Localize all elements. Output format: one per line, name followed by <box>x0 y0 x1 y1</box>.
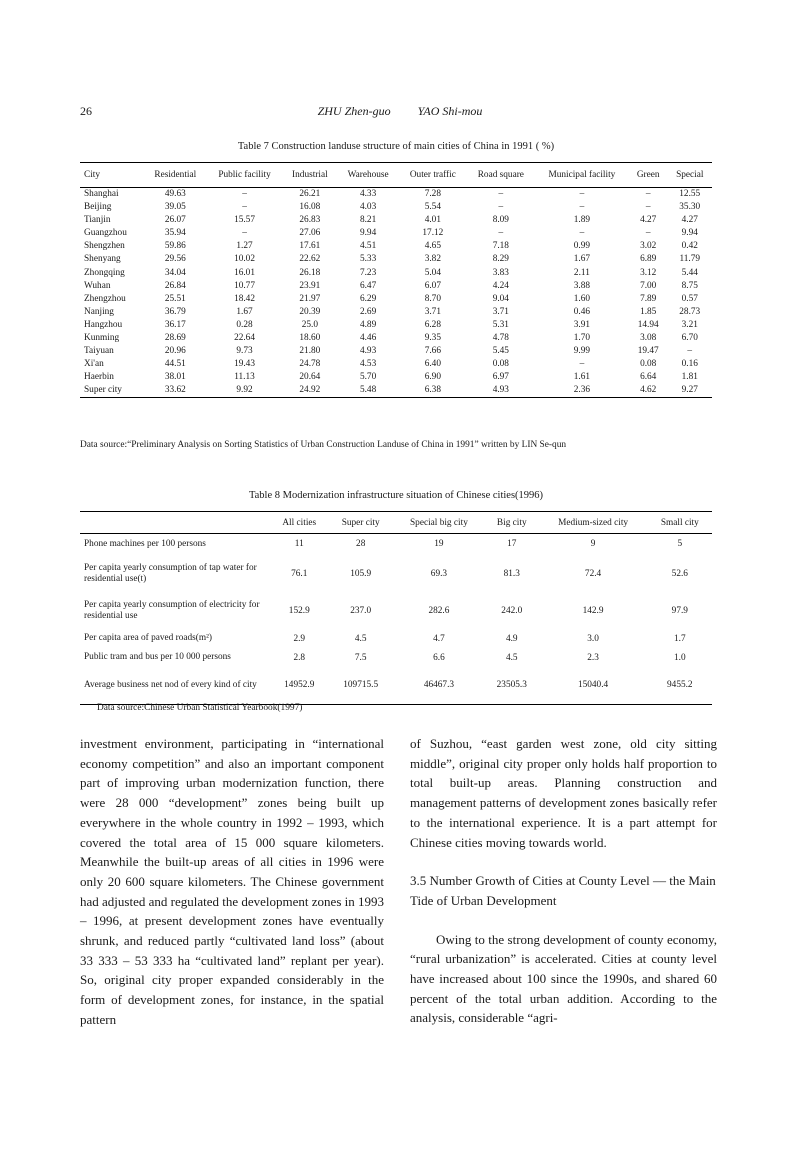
table-cell: 8.75 <box>681 280 698 291</box>
table-cell: 9 <box>590 539 596 550</box>
table-cell: 6.97 <box>492 372 509 383</box>
table-cell: 5 <box>677 539 683 550</box>
table-cell: 46467.3 <box>423 680 455 691</box>
table-cell: 19.43 <box>234 359 255 370</box>
running-head <box>80 104 720 120</box>
table-cell: 24.78 <box>299 359 321 370</box>
table-cell: 9.27 <box>681 385 698 396</box>
table-cell: 26.83 <box>299 215 321 226</box>
table-cell: 72.4 <box>584 568 602 579</box>
table-cell: 4.9 <box>505 633 518 644</box>
table-cell: 3.08 <box>640 332 657 343</box>
row-label: Zhongqing <box>84 267 125 278</box>
table-cell: 1.67 <box>573 254 591 265</box>
table-cell: 3.83 <box>492 267 509 278</box>
table-cell: 2.11 <box>573 267 590 278</box>
table-cell: 6.70 <box>681 332 698 343</box>
table-cell: 15.57 <box>234 215 255 226</box>
table-cell: 4.46 <box>359 332 377 343</box>
row-label: Per capita yearly consumption of tap water for residential use(t) <box>84 562 257 584</box>
table-row <box>80 345 712 358</box>
table-cell: 22.62 <box>299 254 321 265</box>
row-label: Zhengzhou <box>84 293 126 304</box>
table-cell: 6.47 <box>359 280 377 291</box>
table-cell: 1.7 <box>674 633 686 644</box>
table-cell: 5.48 <box>359 385 377 396</box>
table-cell: 6.40 <box>424 359 441 370</box>
table-cell: 76.1 <box>291 568 308 579</box>
table-cell: 3.12 <box>640 267 657 278</box>
table-cell: 0.28 <box>236 319 253 330</box>
table-cell: 26.21 <box>299 189 321 199</box>
table-cell: 1.81 <box>681 372 698 383</box>
table-cell: 5.31 <box>492 319 509 330</box>
table-row <box>80 649 712 667</box>
table-cell: 4.93 <box>359 346 377 357</box>
column-header: Residential <box>144 163 207 188</box>
table-cell: 6.89 <box>640 254 657 265</box>
table-cell: 29.56 <box>164 254 186 265</box>
table-cell: – <box>645 202 651 213</box>
table-cell: 35.30 <box>679 202 701 213</box>
table-cell: 0.57 <box>681 293 698 304</box>
table-cell: 8.09 <box>492 215 509 226</box>
table-row <box>80 371 712 384</box>
table-cell: 5.70 <box>359 372 377 383</box>
table-cell: 28.73 <box>679 306 701 317</box>
row-label: Xi'an <box>84 359 104 370</box>
table-cell: 4.51 <box>359 241 377 252</box>
table-cell: 97.9 <box>671 605 688 616</box>
table7-caption: Table 7 Construction landuse structure of main cities of China in 1991 ( %) <box>237 141 555 152</box>
table-row <box>80 214 712 227</box>
column-header: Municipal facility <box>535 163 629 188</box>
table-cell: 9.99 <box>573 346 591 357</box>
table8-source-note: Data source:Chinese Urban Statistical Yearbook(1997) <box>97 703 303 713</box>
table-cell: 0.42 <box>681 241 698 252</box>
table-cell: 9.35 <box>424 332 441 343</box>
table-cell: 17.12 <box>422 228 444 239</box>
table-cell: – <box>579 228 585 239</box>
table-cell: 14.94 <box>637 319 659 330</box>
row-label: Per capita yearly consumption of electricity for residential use <box>84 599 260 621</box>
table-cell: 11.13 <box>234 372 255 383</box>
author-names <box>80 104 720 119</box>
table-cell: 7.18 <box>492 241 509 252</box>
table-cell: 17.61 <box>299 241 321 252</box>
table-cell: – <box>498 202 504 213</box>
table-cell: 19 <box>434 539 444 550</box>
table-cell: 237.0 <box>350 605 372 616</box>
table-row <box>80 332 712 345</box>
table7-source-note: Data source:“Preliminary Analysis on Sorting Statistics of Urban Construction Landuse of China in 1991” written by LIN Se-qun <box>80 440 567 450</box>
table-cell: 4.7 <box>433 633 445 644</box>
table-cell: – <box>579 189 585 199</box>
table-cell: 59.86 <box>164 241 186 252</box>
table-cell: 4.62 <box>640 385 657 396</box>
table-cell: 1.85 <box>640 306 657 317</box>
table-cell: – <box>579 202 585 213</box>
column-header: Road square <box>467 163 535 188</box>
table8-body <box>80 534 712 705</box>
column-header: Medium-sized city <box>539 512 648 534</box>
table-cell: 21.97 <box>299 293 321 304</box>
table-cell: 109715.5 <box>343 680 379 691</box>
body-column-left <box>80 734 384 1030</box>
column-header: Special big city <box>393 512 485 534</box>
table-cell: 1.0 <box>674 652 686 663</box>
table-cell: – <box>687 346 693 357</box>
table-cell: 2.8 <box>293 652 306 663</box>
table8-header-row <box>80 512 712 534</box>
table-cell: 23505.3 <box>496 680 527 691</box>
table-cell: 3.21 <box>681 319 698 330</box>
column-header: Small city <box>648 512 712 534</box>
table-cell: 28 <box>356 539 366 550</box>
table-row <box>80 240 712 253</box>
table-cell: 7.89 <box>640 293 657 304</box>
table-cell: 4.78 <box>492 332 509 343</box>
table-cell: 0.16 <box>681 359 698 370</box>
section-heading: 3.5 Number Growth of Cities at County Level — the Main Tide of Urban Development <box>410 873 716 908</box>
table-cell: 0.08 <box>640 359 657 370</box>
row-label: Shenyang <box>84 254 121 265</box>
table7 <box>80 162 712 398</box>
table-cell: 38.01 <box>164 372 186 383</box>
column-header: All cities <box>270 512 329 534</box>
table-cell: 4.01 <box>424 215 441 226</box>
table-cell: 4.65 <box>424 241 441 252</box>
table-cell: 20.64 <box>299 372 321 383</box>
table-cell: 1.60 <box>573 293 591 304</box>
table8-caption: Table 8 Modernization infrastructure situation of Chinese cities(1996) <box>248 490 544 501</box>
table-cell: 3.0 <box>587 633 599 644</box>
table-cell: 9.73 <box>236 346 253 357</box>
table-cell: 2.3 <box>587 652 599 663</box>
table-row <box>80 227 712 240</box>
body-paragraph: Owing to the strong development of county economy, “rural urbanization” is accelerated. Cities at county level have increased about 100 since the 1990s, and shared 60 percent of the total urban addition. According to the analysis, considerable “agri- <box>410 931 717 1026</box>
column-header: Green <box>629 163 668 188</box>
table-cell: 6.07 <box>424 280 441 291</box>
table-cell: 3.71 <box>424 306 441 317</box>
row-label: Taiyuan <box>84 346 114 357</box>
row-label: Phone machines per 100 persons <box>84 538 206 549</box>
column-header: Special <box>668 163 713 188</box>
table-cell: 1.89 <box>573 215 591 226</box>
table-cell: 5.04 <box>424 267 441 278</box>
table-cell: 36.17 <box>164 319 186 330</box>
table-cell: 14952.9 <box>284 680 315 691</box>
table-cell: 2.36 <box>573 385 591 396</box>
table-cell: 7.5 <box>354 652 367 663</box>
table-cell: 152.9 <box>288 605 310 616</box>
table-row <box>80 188 712 202</box>
table-cell: 9.94 <box>359 228 377 239</box>
table-cell: – <box>242 202 247 213</box>
table-cell: 12.55 <box>679 189 701 199</box>
row-label: Beijing <box>84 202 112 213</box>
table-cell: 25.0 <box>301 319 319 330</box>
table-cell: – <box>242 228 247 239</box>
table-row <box>80 306 712 319</box>
table-cell: 18.42 <box>234 293 255 304</box>
table-row <box>80 201 712 214</box>
table-cell: – <box>242 189 247 199</box>
author-name: ZHU Zhen-guo <box>317 104 391 118</box>
table-cell: 142.9 <box>582 605 604 616</box>
table-cell: 6.6 <box>433 652 445 663</box>
table-cell: 5.54 <box>424 202 441 213</box>
table-cell: 27.06 <box>299 228 321 239</box>
table-cell: 69.3 <box>430 568 448 579</box>
table-cell: 282.6 <box>428 605 450 616</box>
table-cell: 11.79 <box>679 254 701 265</box>
row-label: Guangzhou <box>84 228 127 239</box>
table-row <box>80 667 712 705</box>
table-cell: 3.82 <box>424 254 441 265</box>
row-label: Hangzhou <box>84 319 123 330</box>
table-row <box>80 534 712 555</box>
table-cell: 4.89 <box>359 319 377 330</box>
table7-header-row <box>80 163 712 188</box>
column-header: Big city <box>485 512 538 534</box>
table-cell: 22.64 <box>234 332 255 343</box>
row-label: Wuhan <box>84 280 111 291</box>
table-cell: 3.02 <box>640 241 657 252</box>
row-label: Super city <box>84 385 122 396</box>
table-cell: 10.02 <box>234 254 255 265</box>
table-cell: 44.51 <box>164 359 186 370</box>
table-row <box>80 593 712 629</box>
page-number: 26 <box>80 104 92 118</box>
column-header: Super city <box>329 512 393 534</box>
table-cell: 25.51 <box>164 293 186 304</box>
table-cell: 7.23 <box>359 267 377 278</box>
table-cell: 3.88 <box>573 280 591 291</box>
column-header <box>80 512 270 534</box>
table-row <box>80 629 712 649</box>
table-cell: 4.03 <box>359 202 377 213</box>
table-cell: 4.24 <box>492 280 509 291</box>
table-cell: 1.70 <box>573 332 591 343</box>
table-cell: 11 <box>294 539 304 550</box>
column-header: Warehouse <box>337 163 399 188</box>
table-cell: 4.5 <box>505 652 518 663</box>
table-row <box>80 319 712 332</box>
table-cell: 1.27 <box>236 241 253 252</box>
table-cell: 9.04 <box>492 293 509 304</box>
table-cell: 9.92 <box>236 385 253 396</box>
table-cell: – <box>579 359 585 370</box>
table-cell: 6.29 <box>359 293 377 304</box>
table-cell: 3.91 <box>573 319 591 330</box>
table-cell: 34.04 <box>164 267 186 278</box>
body-column-right <box>410 734 717 1028</box>
table-cell: 36.79 <box>164 306 186 317</box>
table-cell: 3.71 <box>492 306 509 317</box>
table-cell: 26.07 <box>164 215 186 226</box>
table-cell: 18.60 <box>299 332 321 343</box>
table-cell: 4.5 <box>354 633 367 644</box>
table-cell: 28.69 <box>164 332 186 343</box>
row-label: Kunming <box>84 332 120 343</box>
table-cell: 105.9 <box>350 568 372 579</box>
table-cell: 17 <box>507 539 517 550</box>
table-row <box>80 555 712 593</box>
table-cell: – <box>645 189 651 199</box>
table-cell: 1.61 <box>573 372 591 383</box>
table-cell: 6.28 <box>424 319 441 330</box>
row-label: Public tram and bus per 10 000 persons <box>84 652 231 662</box>
table-cell: 4.27 <box>681 215 698 226</box>
table-row <box>80 266 712 279</box>
table-cell: 7.28 <box>424 189 441 199</box>
row-label: Shanghai <box>84 189 119 199</box>
row-label: Per capita area of paved roads(m²) <box>84 633 212 643</box>
table-cell: 1.67 <box>236 306 253 317</box>
table-row <box>80 358 712 371</box>
table8 <box>80 511 712 705</box>
table-cell: 4.27 <box>640 215 657 226</box>
table-cell: 5.44 <box>681 267 698 278</box>
row-label: Shengzhen <box>84 241 125 252</box>
body-paragraph: investment environment, participating in “international economy competition” and also an important component part of improving urban modernization function, there were 28 000 “development” zones being built up everywhere in the whole country in 1992 – 1993, which covered the total area of 15 000 square kilometers. Meanwhile the built-up areas of all cities in 1996 were only 20 600 square kilometers. The Chinese government had adjusted and regulated the development zones in 1993 – 1996, at present development zones have eventually shrunk, and reduced partly “cultivated land loss” (about 33 333 – 53 333 ha “cultivated land” replant per year). So, original city proper expanded considerably in the form of development zones, for instance, in the spatial pattern <box>80 736 384 1027</box>
table-cell: 35.94 <box>164 228 186 239</box>
table-cell: 8.70 <box>424 293 441 304</box>
table-cell: 4.93 <box>492 385 509 396</box>
table-cell: 2.9 <box>293 633 306 644</box>
table-cell: 21.80 <box>299 346 321 357</box>
table-cell: 20.96 <box>164 346 186 357</box>
table-cell: 7.66 <box>424 346 441 357</box>
author-name: YAO Shi-mou <box>417 104 483 118</box>
table-cell: 9455.2 <box>667 680 693 691</box>
table-row <box>80 253 712 266</box>
table-cell: 2.69 <box>359 306 377 317</box>
table-cell: 39.05 <box>164 202 186 213</box>
row-label: Tianjin <box>84 215 111 226</box>
column-header: Industrial <box>282 163 337 188</box>
table-cell: 26.84 <box>164 280 186 291</box>
column-header: Outer traffic <box>399 163 467 188</box>
row-label: Average business net nod of every kind of city <box>84 679 257 690</box>
table-cell: 0.08 <box>492 359 509 370</box>
table-row <box>80 384 712 398</box>
table-cell: 10.77 <box>234 280 255 291</box>
table-cell: 9.94 <box>681 228 698 239</box>
table-cell: 7.00 <box>640 280 657 291</box>
table-cell: 6.38 <box>424 385 441 396</box>
table-cell: 33.62 <box>164 385 186 396</box>
column-header: City <box>80 163 144 188</box>
body-paragraph: of Suzhou, “east garden west zone, old city sitting middle”, original city proper only holds half proportion to total built-up areas. Planning construction and management patterns of development zones basically refer to the international experience. It is a part attempt for Chinese cities moving towards world. <box>410 736 717 850</box>
table-cell: 4.33 <box>359 189 377 199</box>
table-cell: 81.3 <box>503 568 520 579</box>
table-cell: 52.6 <box>671 568 688 579</box>
table-row <box>80 293 712 306</box>
table7-body <box>80 188 712 398</box>
table-cell: – <box>645 228 651 239</box>
row-label: Haerbin <box>84 372 114 383</box>
table-cell: 4.53 <box>359 359 377 370</box>
table-cell: 49.63 <box>164 189 186 199</box>
table-cell: 20.39 <box>299 306 321 317</box>
column-header: Public facility <box>207 163 283 188</box>
table-cell: 0.46 <box>573 306 591 317</box>
table-cell: 8.29 <box>492 254 509 265</box>
table-cell: 23.91 <box>299 280 321 291</box>
table-row <box>80 280 712 293</box>
table-cell: 16.01 <box>234 267 255 278</box>
table-cell: 24.92 <box>299 385 321 396</box>
table-cell: 15040.4 <box>577 680 609 691</box>
table-cell: 5.45 <box>492 346 509 357</box>
table-cell: 16.08 <box>299 202 321 213</box>
table-cell: 0.99 <box>573 241 591 252</box>
row-label: Nanjing <box>84 306 114 317</box>
table-cell: 6.64 <box>640 372 657 383</box>
table-cell: 5.33 <box>359 254 377 265</box>
table-cell: – <box>498 228 504 239</box>
table-cell: 6.90 <box>424 372 441 383</box>
table-cell: 8.21 <box>359 215 377 226</box>
table-cell: 242.0 <box>501 605 523 616</box>
table-cell: – <box>498 189 504 199</box>
table-cell: 26.18 <box>299 267 321 278</box>
table-cell: 19.47 <box>637 346 659 357</box>
